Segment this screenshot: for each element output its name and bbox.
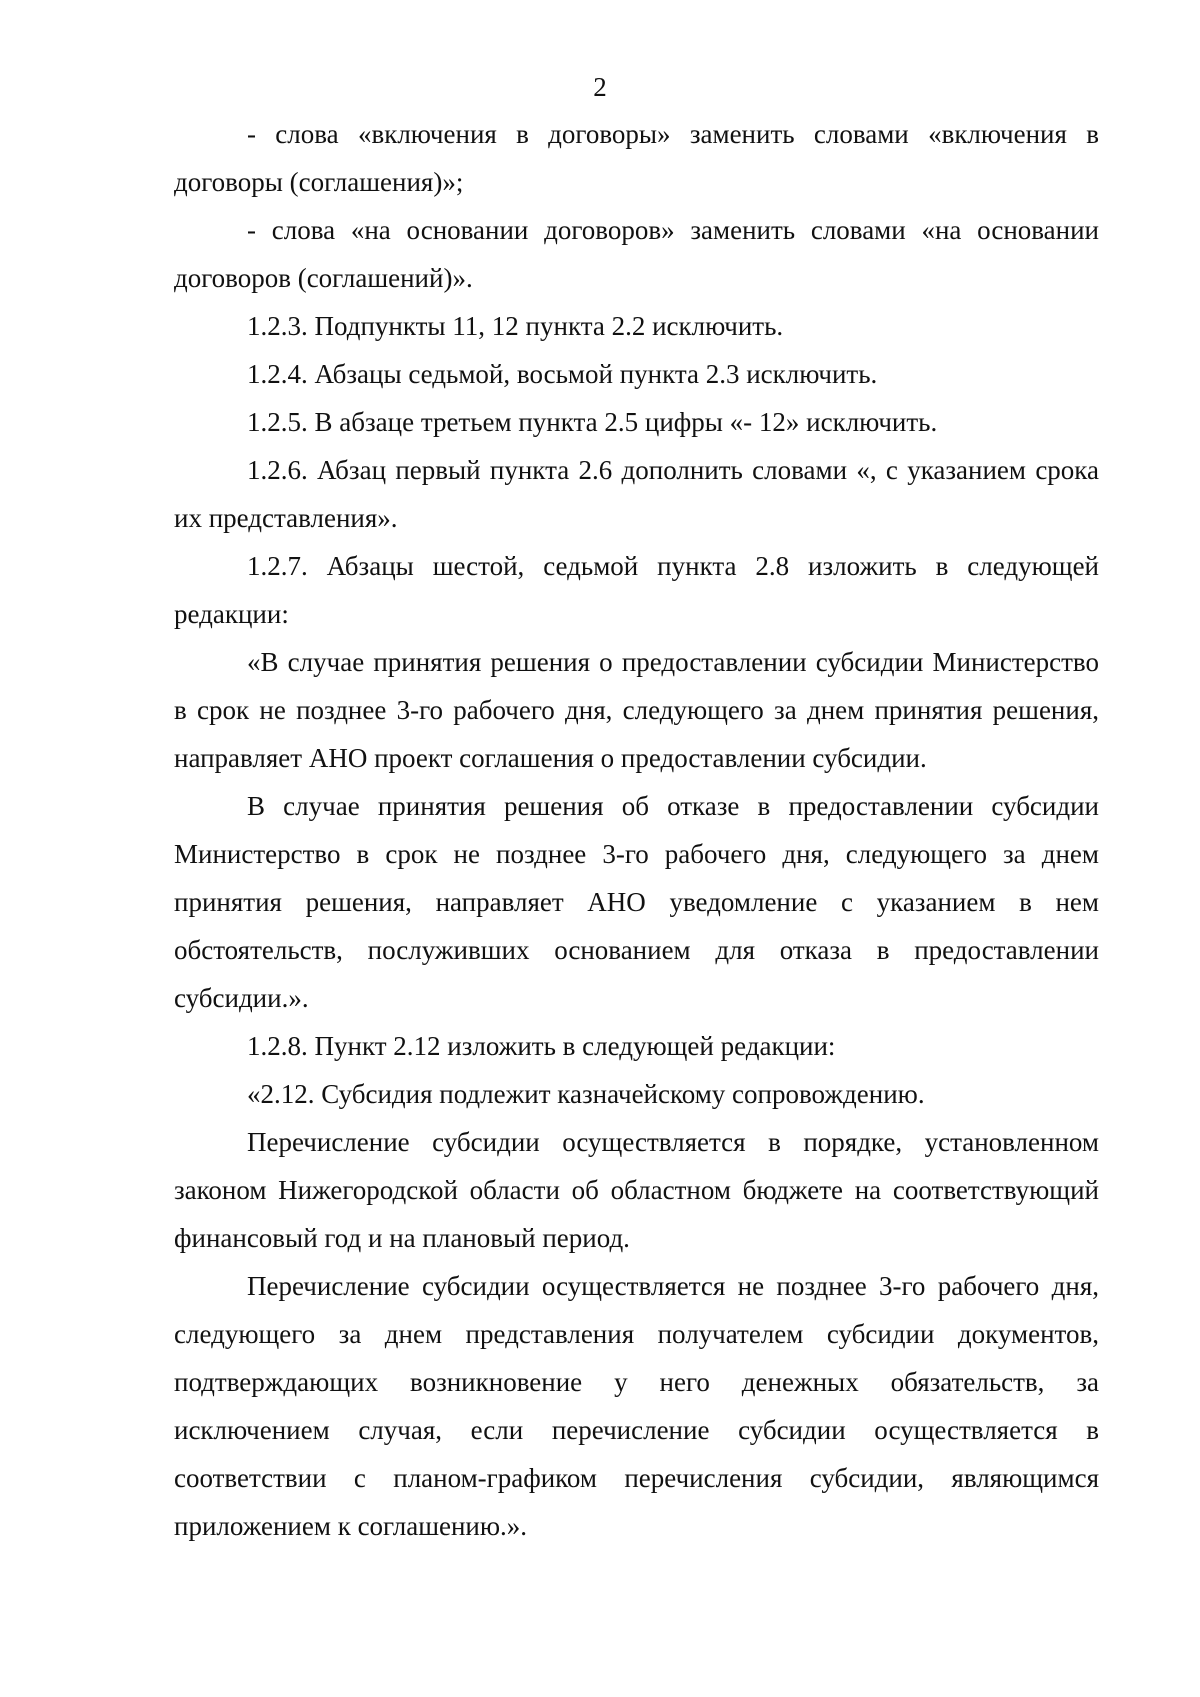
paragraph-1-2-3: 1.2.3. Подпункты 11, 12 пункта 2.2 исключить. <box>247 311 784 341</box>
paragraph-quote-refusal-decision: В случае принятия решения об отказе в предоставлении субсидии Министерство в срок не позднее 3-го рабочего дня, следующего за днем принятия решения, направляет АНО уведомление с указанием в нем обстоятельств, послуживших основанием для отказа в предоставлении субсидии.». <box>174 791 1099 1013</box>
paragraph-replace-inclusion: - слова «включения в договоры» заменить словами «включения в договоры (соглашения)»; <box>174 119 1099 197</box>
paragraph-quote-grant-decision: «В случае принятия решения о предоставлении субсидии Министерство в срок не позднее 3-го рабочего дня, следующего за днем принятия решения, направляет АНО проект соглашения о предоставлении субсидии. <box>174 647 1099 773</box>
paragraph-1-2-6: 1.2.6. Абзац первый пункта 2.6 дополнить словами «, с указанием срока их представления». <box>174 455 1099 533</box>
paragraph-transfer-deadline: Перечисление субсидии осуществляется не позднее 3-го рабочего дня, следующего за днем представления получателем субсидии документов, подтверждающих возникновение у него денежных обязательств, за исключением случая, если перечисление субсидии осуществляется в соответствии с планом-графиком перечисления субсидии, являющимся приложением к соглашению.». <box>174 1271 1099 1541</box>
paragraph-1-2-7: 1.2.7. Абзацы шестой, седьмой пункта 2.8 изложить в следующей редакции: <box>174 551 1099 629</box>
document-body <box>174 110 1099 1550</box>
page-number: 2 <box>593 72 607 102</box>
paragraph-1-2-8: 1.2.8. Пункт 2.12 изложить в следующей редакции: <box>247 1031 836 1061</box>
paragraph-1-2-4: 1.2.4. Абзацы седьмой, восьмой пункта 2.3 исключить. <box>247 359 878 389</box>
paragraph-transfer-procedure: Перечисление субсидии осуществляется в порядке, установленном законом Нижегородской области об областном бюджете на соответствующий финансовый год и на плановый период. <box>174 1127 1099 1253</box>
paragraph-1-2-5: 1.2.5. В абзаце третьем пункта 2.5 цифры «- 12» исключить. <box>247 407 938 437</box>
paragraph-2-12: «2.12. Субсидия подлежит казначейскому сопровождению. <box>247 1079 925 1109</box>
paragraph-replace-basis: - слова «на основании договоров» заменить словами «на основании договоров (соглашений)». <box>174 215 1099 293</box>
